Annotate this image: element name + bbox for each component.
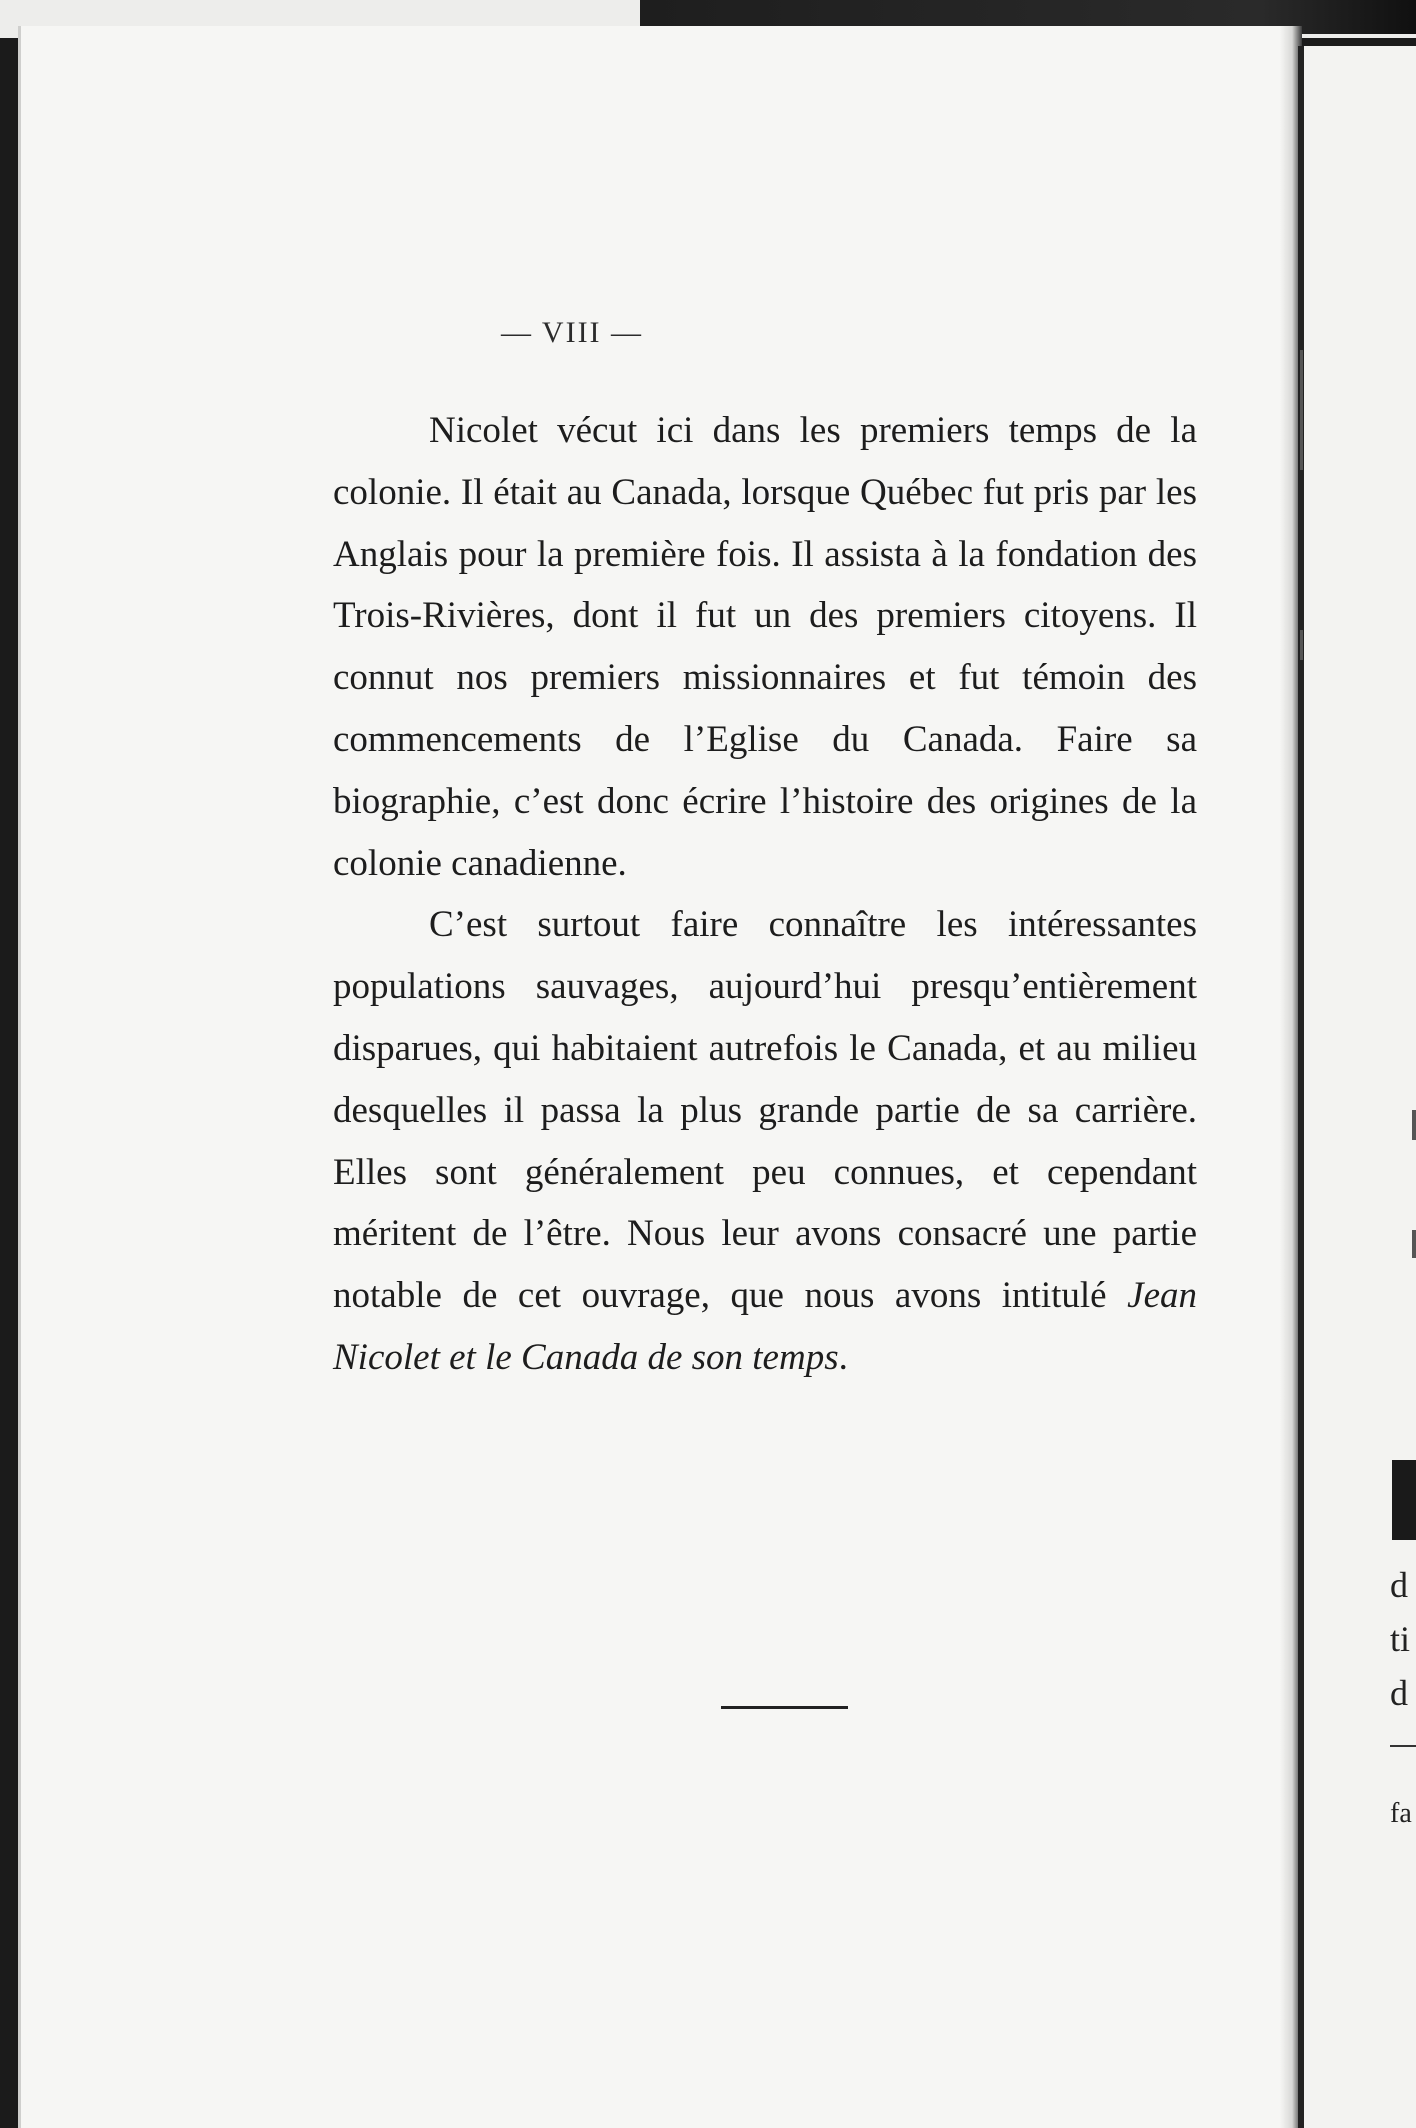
- margin-mark: [1412, 1230, 1416, 1258]
- paragraph-2: [333, 894, 1197, 1388]
- adjacent-page-glyph: ti: [1390, 1619, 1411, 1659]
- margin-mark: [1300, 350, 1303, 470]
- paragraph-2-ending: .: [838, 1336, 848, 1378]
- book-page: [18, 26, 1288, 2128]
- margin-mark: [1300, 630, 1303, 660]
- paragraph-1: Nicolet vécut ici dans les premiers temps de la colonie. Il était au Canada, lorsque Québec fut pris par les Anglais pour la première fois. Il assista à la fondation des Trois-Rivières, dont il fut un des premiers citoyens. Il connut nos premiers missionnaires et fut témoin des commencements de l’Eglise du Canada. Faire sa biographie, c’est donc écrire l’histoire des origines de la colonie canadienne.: [333, 410, 1197, 884]
- adjacent-page-glyph: d: [1390, 1673, 1408, 1713]
- adjacent-page-rule: [1390, 1745, 1416, 1747]
- adjacent-page-initial: [1392, 1460, 1416, 1540]
- adjacent-page-glyph: fa: [1390, 1798, 1412, 1829]
- book-title: Jean Nicolet et le Canada de son temps: [333, 1275, 1197, 1378]
- paragraph-2-text: C’est surtout faire connaître les intéressantes populations sauvages, aujourd’hui presqu’entièrement disparues, qui habitaient autrefois le Canada, et au milieu desquelles il passa la plus grande partie de sa carrière. Elles sont généralement peu connues, et cependant méritent de l’être. Nous leur avons consacré une partie notable de cet ouvrage, que nous avons intitulé: [333, 904, 1197, 1317]
- end-rule: [721, 1706, 848, 1709]
- running-head: — VIII —: [500, 316, 644, 349]
- margin-mark: [1412, 1110, 1416, 1140]
- body-text: [333, 400, 1197, 1389]
- adjacent-page-glyph: d: [1390, 1565, 1408, 1605]
